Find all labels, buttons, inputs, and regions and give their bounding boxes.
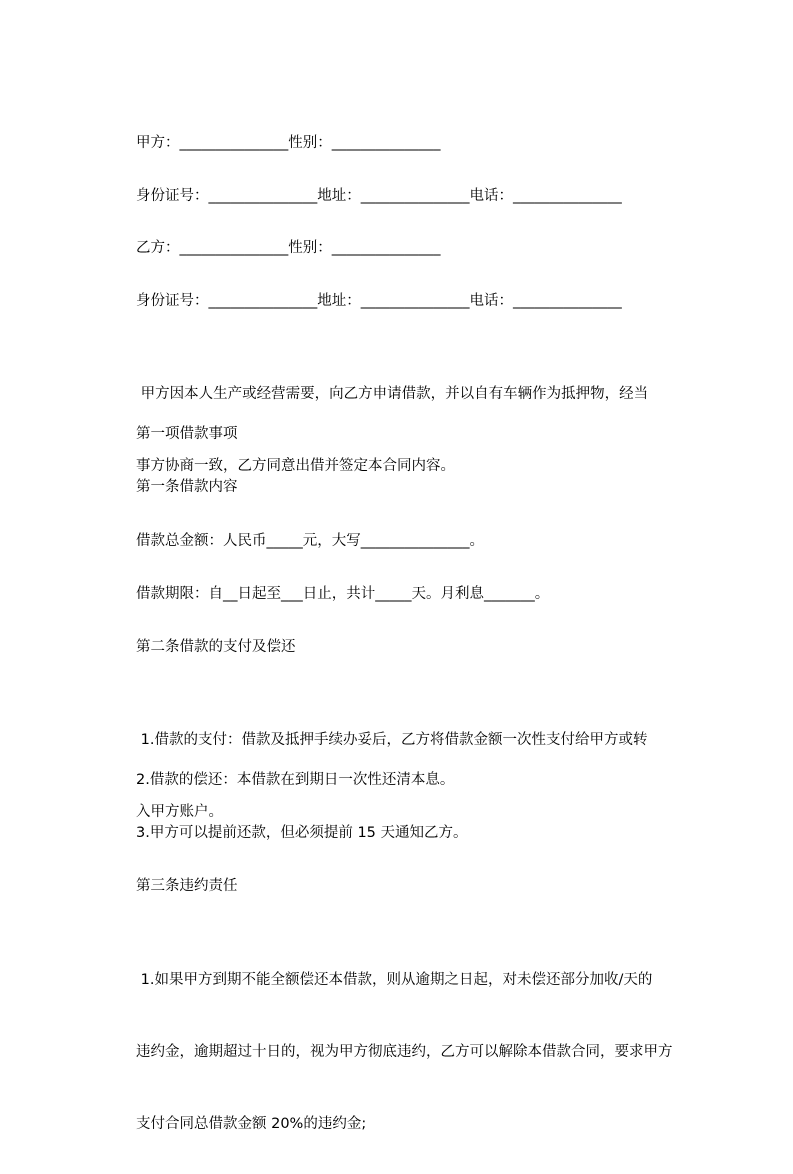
party-b-phone-label: 电话： [469, 293, 513, 309]
article-3-title: 第三条违约责任 [136, 878, 238, 894]
party-a-name-blank[interactable]: _______________ [179, 135, 289, 151]
early-repayment-line: 3.甲方可以提前还款，但必须提前 15 天通知乙方。 [136, 825, 468, 841]
party-b-address-blank[interactable]: _______________ [360, 293, 470, 309]
party-a-address-label: 地址： [317, 188, 361, 204]
breach-paragraph [136, 930, 710, 1174]
party-a-address-blank[interactable]: _______________ [360, 188, 470, 204]
loan-term-line: 借款期限：自__日起至___日止，共计_____天。月利息_______。 [136, 586, 550, 602]
article-1-title: 第一条借款内容 [136, 479, 238, 495]
party-a-gender-blank[interactable]: _______________ [331, 135, 441, 151]
intro-line-1: 甲方因本人生产或经营需要，向乙方申请借款，并以自有车辆作为抵押物，经当 [136, 386, 649, 402]
party-b-name-blank[interactable]: _______________ [179, 240, 289, 256]
breach-line-1: 1.如果甲方到期不能全额偿还本借款，则从逾期之日起，对未偿还部分加收/天的 [136, 972, 653, 988]
party-b-gender-label: 性别： [288, 240, 332, 256]
party-a-id-line [136, 186, 622, 206]
payment-line-2: 入甲方账户。 [136, 804, 223, 820]
article-2-title: 第二条借款的支付及偿还 [136, 639, 296, 655]
breach-line-2: 违约金，逾期超过十日的，视为甲方彻底违约，乙方可以解除本借款合同，要求甲方 [136, 1044, 673, 1060]
payment-line-1: 1.借款的支付：借款及抵押手续办妥后，乙方将借款金额一次性支付给甲方或转 [136, 732, 648, 748]
breach-line-3: 支付合同总借款金额 20%的违约金; [136, 1116, 367, 1132]
party-a-line [136, 133, 441, 153]
section-1-title: 第一项借款事项 [136, 426, 238, 442]
repayment-line: 2.借款的偿还：本借款在到期日一次性还清本息。 [136, 772, 455, 788]
party-b-address-label: 地址： [317, 293, 361, 309]
party-b-gender-blank[interactable]: _______________ [331, 240, 441, 256]
party-b-line [136, 238, 441, 258]
party-b-phone-blank[interactable]: _______________ [513, 293, 622, 309]
loan-amount-line: 借款总金额：人民币_____元，大写_______________。 [136, 533, 484, 549]
party-a-id-blank[interactable]: _______________ [208, 188, 318, 204]
party-a-id-label: 身份证号： [136, 188, 209, 204]
intro-line-2: 事方协商一致，乙方同意出借并签定本合同内容。 [136, 458, 455, 474]
party-a-phone-label: 电话： [469, 188, 513, 204]
party-b-id-blank[interactable]: _______________ [208, 293, 318, 309]
party-a-gender-label: 性别： [288, 135, 332, 151]
party-a-label: 甲方： [136, 135, 180, 151]
party-b-id-line [136, 291, 622, 311]
party-a-phone-blank[interactable]: _______________ [513, 188, 622, 204]
party-b-id-label: 身份证号： [136, 293, 209, 309]
party-b-label: 乙方： [136, 240, 180, 256]
